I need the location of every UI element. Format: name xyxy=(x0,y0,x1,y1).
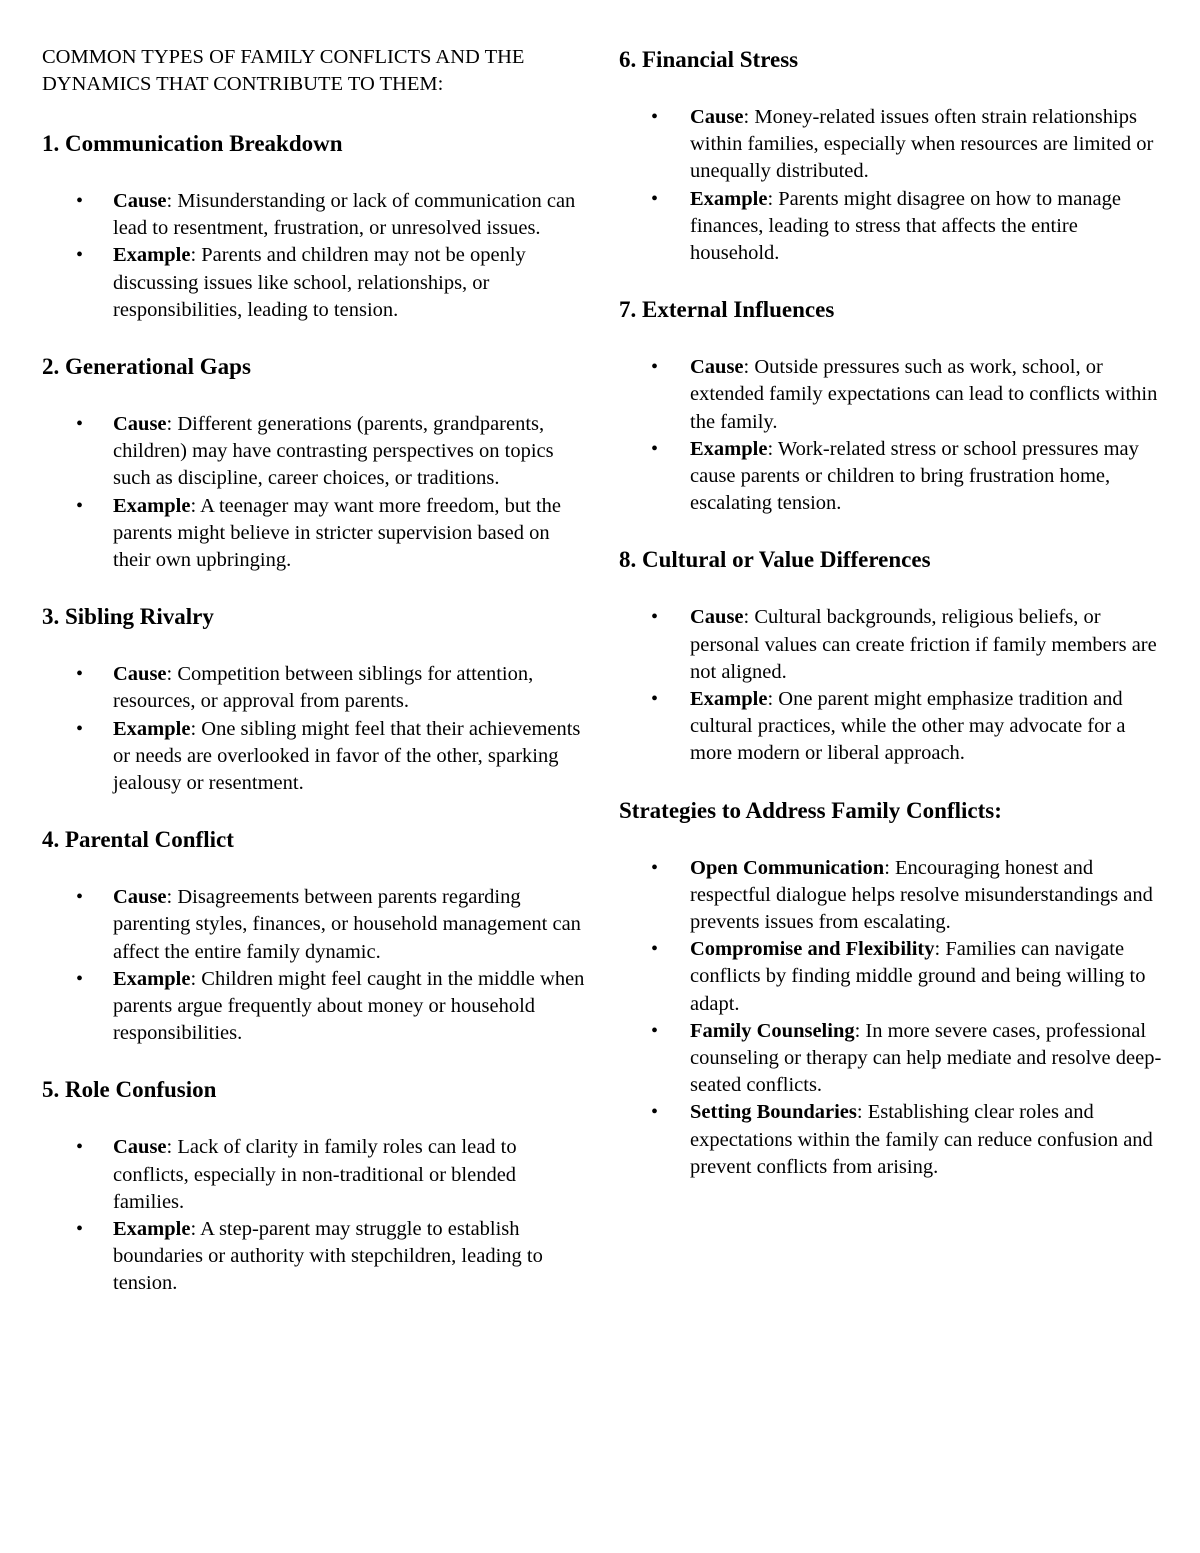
item-label: Setting Boundaries xyxy=(690,1101,857,1124)
item-text: : Work-related stress or school pressures may cause parents or children to bring frustration home, escalating tension. xyxy=(690,437,1139,515)
item-text: : Money-related issues often strain relationships within families, especially when resources are limited or unequally distributed. xyxy=(690,106,1154,183)
item-text: : Disagreements between parents regarding parenting styles, finances, or household management can affect the entire family dynamic. xyxy=(113,886,581,963)
list-item xyxy=(42,716,592,798)
list-item xyxy=(619,686,1164,768)
item-label: Cause xyxy=(690,106,744,128)
item-label: Cause xyxy=(690,606,744,629)
list-item xyxy=(42,884,592,966)
bullet-icon: • xyxy=(76,413,84,436)
list-item xyxy=(619,936,1164,1018)
item-text: : Different generations (parents, grandparents, children) may have contrasting perspectives on topics such as discipline, career choices, or traditions. xyxy=(113,413,554,490)
item-label: Example xyxy=(113,967,191,990)
list-item xyxy=(42,1216,592,1298)
list-item xyxy=(619,1099,1164,1181)
item-label: Compromise and Flexibility xyxy=(690,938,935,961)
item-text: : Establishing clear roles and expectations within the family can reduce confusion and prevent conflicts from arising. xyxy=(690,1101,1153,1178)
right-column xyxy=(619,44,1164,1208)
list-item xyxy=(619,354,1164,436)
item-label: Example xyxy=(113,717,191,740)
section-heading: 8. Cultural or Value Differences xyxy=(619,547,931,573)
bullet-icon: • xyxy=(651,106,659,128)
bullet-icon: • xyxy=(76,494,84,517)
item-label: Example xyxy=(113,494,191,517)
left-column xyxy=(42,44,592,1325)
bullet-list xyxy=(619,354,1164,517)
list-item xyxy=(42,242,592,324)
list-item xyxy=(42,411,592,493)
section-heading: Strategies to Address Family Conflicts: xyxy=(619,797,1002,823)
item-text: : A teenager may want more freedom, but the parents might believe in stricter supervision based on their own upbringing. xyxy=(113,494,562,572)
list-item xyxy=(619,436,1164,518)
list-item xyxy=(619,855,1164,937)
section-heading: 1. Communication Breakdown xyxy=(42,131,343,156)
list-item xyxy=(42,966,592,1048)
section-generational-gaps xyxy=(42,351,592,574)
bullet-list xyxy=(619,604,1164,767)
item-text: : Children might feel caught in the middle when parents argue frequently about money or household responsibilities. xyxy=(113,967,585,1045)
item-label: Example xyxy=(690,437,768,460)
bullet-list xyxy=(619,104,1164,267)
item-label: Cause xyxy=(113,663,167,686)
bullet-list xyxy=(42,884,592,1047)
item-label: Cause xyxy=(113,1136,167,1159)
bullet-list xyxy=(42,661,592,797)
section-heading: 4. Parental Conflict xyxy=(42,827,234,853)
list-item xyxy=(619,604,1164,686)
item-text: : Cultural backgrounds, religious beliefs, or personal values can create friction if family members are not aligned. xyxy=(690,606,1157,683)
item-label: Open Communication xyxy=(690,856,885,879)
bullet-icon: • xyxy=(76,717,84,740)
section-heading: 5. Role Confusion xyxy=(42,1077,217,1103)
item-label: Cause xyxy=(113,886,167,909)
bullet-list xyxy=(42,411,592,574)
bullet-icon: • xyxy=(76,190,84,212)
section-sibling-rivalry xyxy=(42,601,592,797)
section-role-confusion xyxy=(42,1074,592,1297)
bullet-icon: • xyxy=(651,437,659,460)
bullet-icon: • xyxy=(76,1218,84,1241)
item-text: : Encouraging honest and respectful dialogue helps resolve misunderstandings and prevents issues from escalating. xyxy=(690,856,1153,934)
bullet-icon: • xyxy=(651,356,659,379)
item-text: : Families can navigate conflicts by finding middle ground and being willing to adapt. xyxy=(690,938,1146,1015)
item-text: : Competition between siblings for attention, resources, or approval from parents. xyxy=(113,663,534,713)
item-text: : A step-parent may struggle to establish boundaries or authority with stepchildren, leading to tension. xyxy=(113,1218,543,1295)
item-text: : Parents might disagree on how to manage finances, leading to stress that affects the entire household. xyxy=(690,187,1121,265)
item-text: : Lack of clarity in family roles can lead to conflicts, especially in non-traditional or blended families. xyxy=(113,1136,517,1213)
bullet-icon: • xyxy=(651,938,659,961)
bullet-icon: • xyxy=(76,967,84,990)
bullet-icon: • xyxy=(76,1136,84,1159)
bullet-icon: • xyxy=(651,856,659,879)
list-item xyxy=(42,661,592,715)
list-item xyxy=(42,493,592,575)
list-item xyxy=(619,104,1164,186)
bullet-icon: • xyxy=(76,663,84,686)
item-label: Example xyxy=(113,1218,191,1241)
list-item xyxy=(619,1018,1164,1100)
item-text: : Outside pressures such as work, school, or extended family expectations can lead to conflicts within the family. xyxy=(690,356,1158,433)
section-heading: 6. Financial Stress xyxy=(619,47,799,72)
item-text: : One parent might emphasize tradition and cultural practices, while the other may advocate for a more modern or liberal approach. xyxy=(690,688,1126,765)
list-item xyxy=(42,1134,592,1216)
section-external-influences xyxy=(619,294,1164,517)
bullet-icon: • xyxy=(651,606,659,629)
bullet-icon: • xyxy=(651,688,659,711)
section-heading: 3. Sibling Rivalry xyxy=(42,604,214,630)
bullet-list xyxy=(42,188,592,324)
item-text: : Parents and children may not be openly discussing issues like school, relationships, or responsibilities, leading to tension. xyxy=(113,244,526,321)
section-heading: 2. Generational Gaps xyxy=(42,354,251,380)
bullet-icon: • xyxy=(76,886,84,909)
section-financial-stress xyxy=(619,44,1164,267)
item-label: Family Counseling xyxy=(690,1019,855,1042)
item-label: Example xyxy=(113,244,191,267)
item-label: Example xyxy=(690,187,768,210)
item-label: Cause xyxy=(690,356,744,379)
section-strategies xyxy=(619,795,1164,1181)
item-text: : In more severe cases, professional counseling or therapy can help mediate and resolve deep-seated conflicts. xyxy=(690,1019,1162,1097)
item-text: : One sibling might feel that their achievements or needs are overlooked in favor of the other, sparking jealousy or resentment. xyxy=(113,717,581,795)
document-title: COMMON TYPES OF FAMILY CONFLICTS AND THE DYNAMICS THAT CONTRIBUTE TO THEM: xyxy=(42,46,525,95)
bullet-list xyxy=(619,855,1164,1181)
bullet-icon: • xyxy=(76,244,84,267)
section-parental-conflict xyxy=(42,824,592,1047)
bullet-icon: • xyxy=(651,1019,659,1042)
section-communication-breakdown xyxy=(42,128,592,324)
section-heading: 7. External Influences xyxy=(619,297,835,323)
list-item xyxy=(42,188,592,242)
bullet-icon: • xyxy=(651,1101,659,1124)
bullet-icon: • xyxy=(651,187,659,210)
item-text: : Misunderstanding or lack of communication can lead to resentment, frustration, or unresolved issues. xyxy=(113,190,576,240)
bullet-list xyxy=(42,1134,592,1297)
section-cultural-value-differences xyxy=(619,544,1164,767)
item-label: Cause xyxy=(113,190,167,212)
item-label: Example xyxy=(690,688,768,711)
item-label: Cause xyxy=(113,413,167,436)
list-item xyxy=(619,186,1164,268)
